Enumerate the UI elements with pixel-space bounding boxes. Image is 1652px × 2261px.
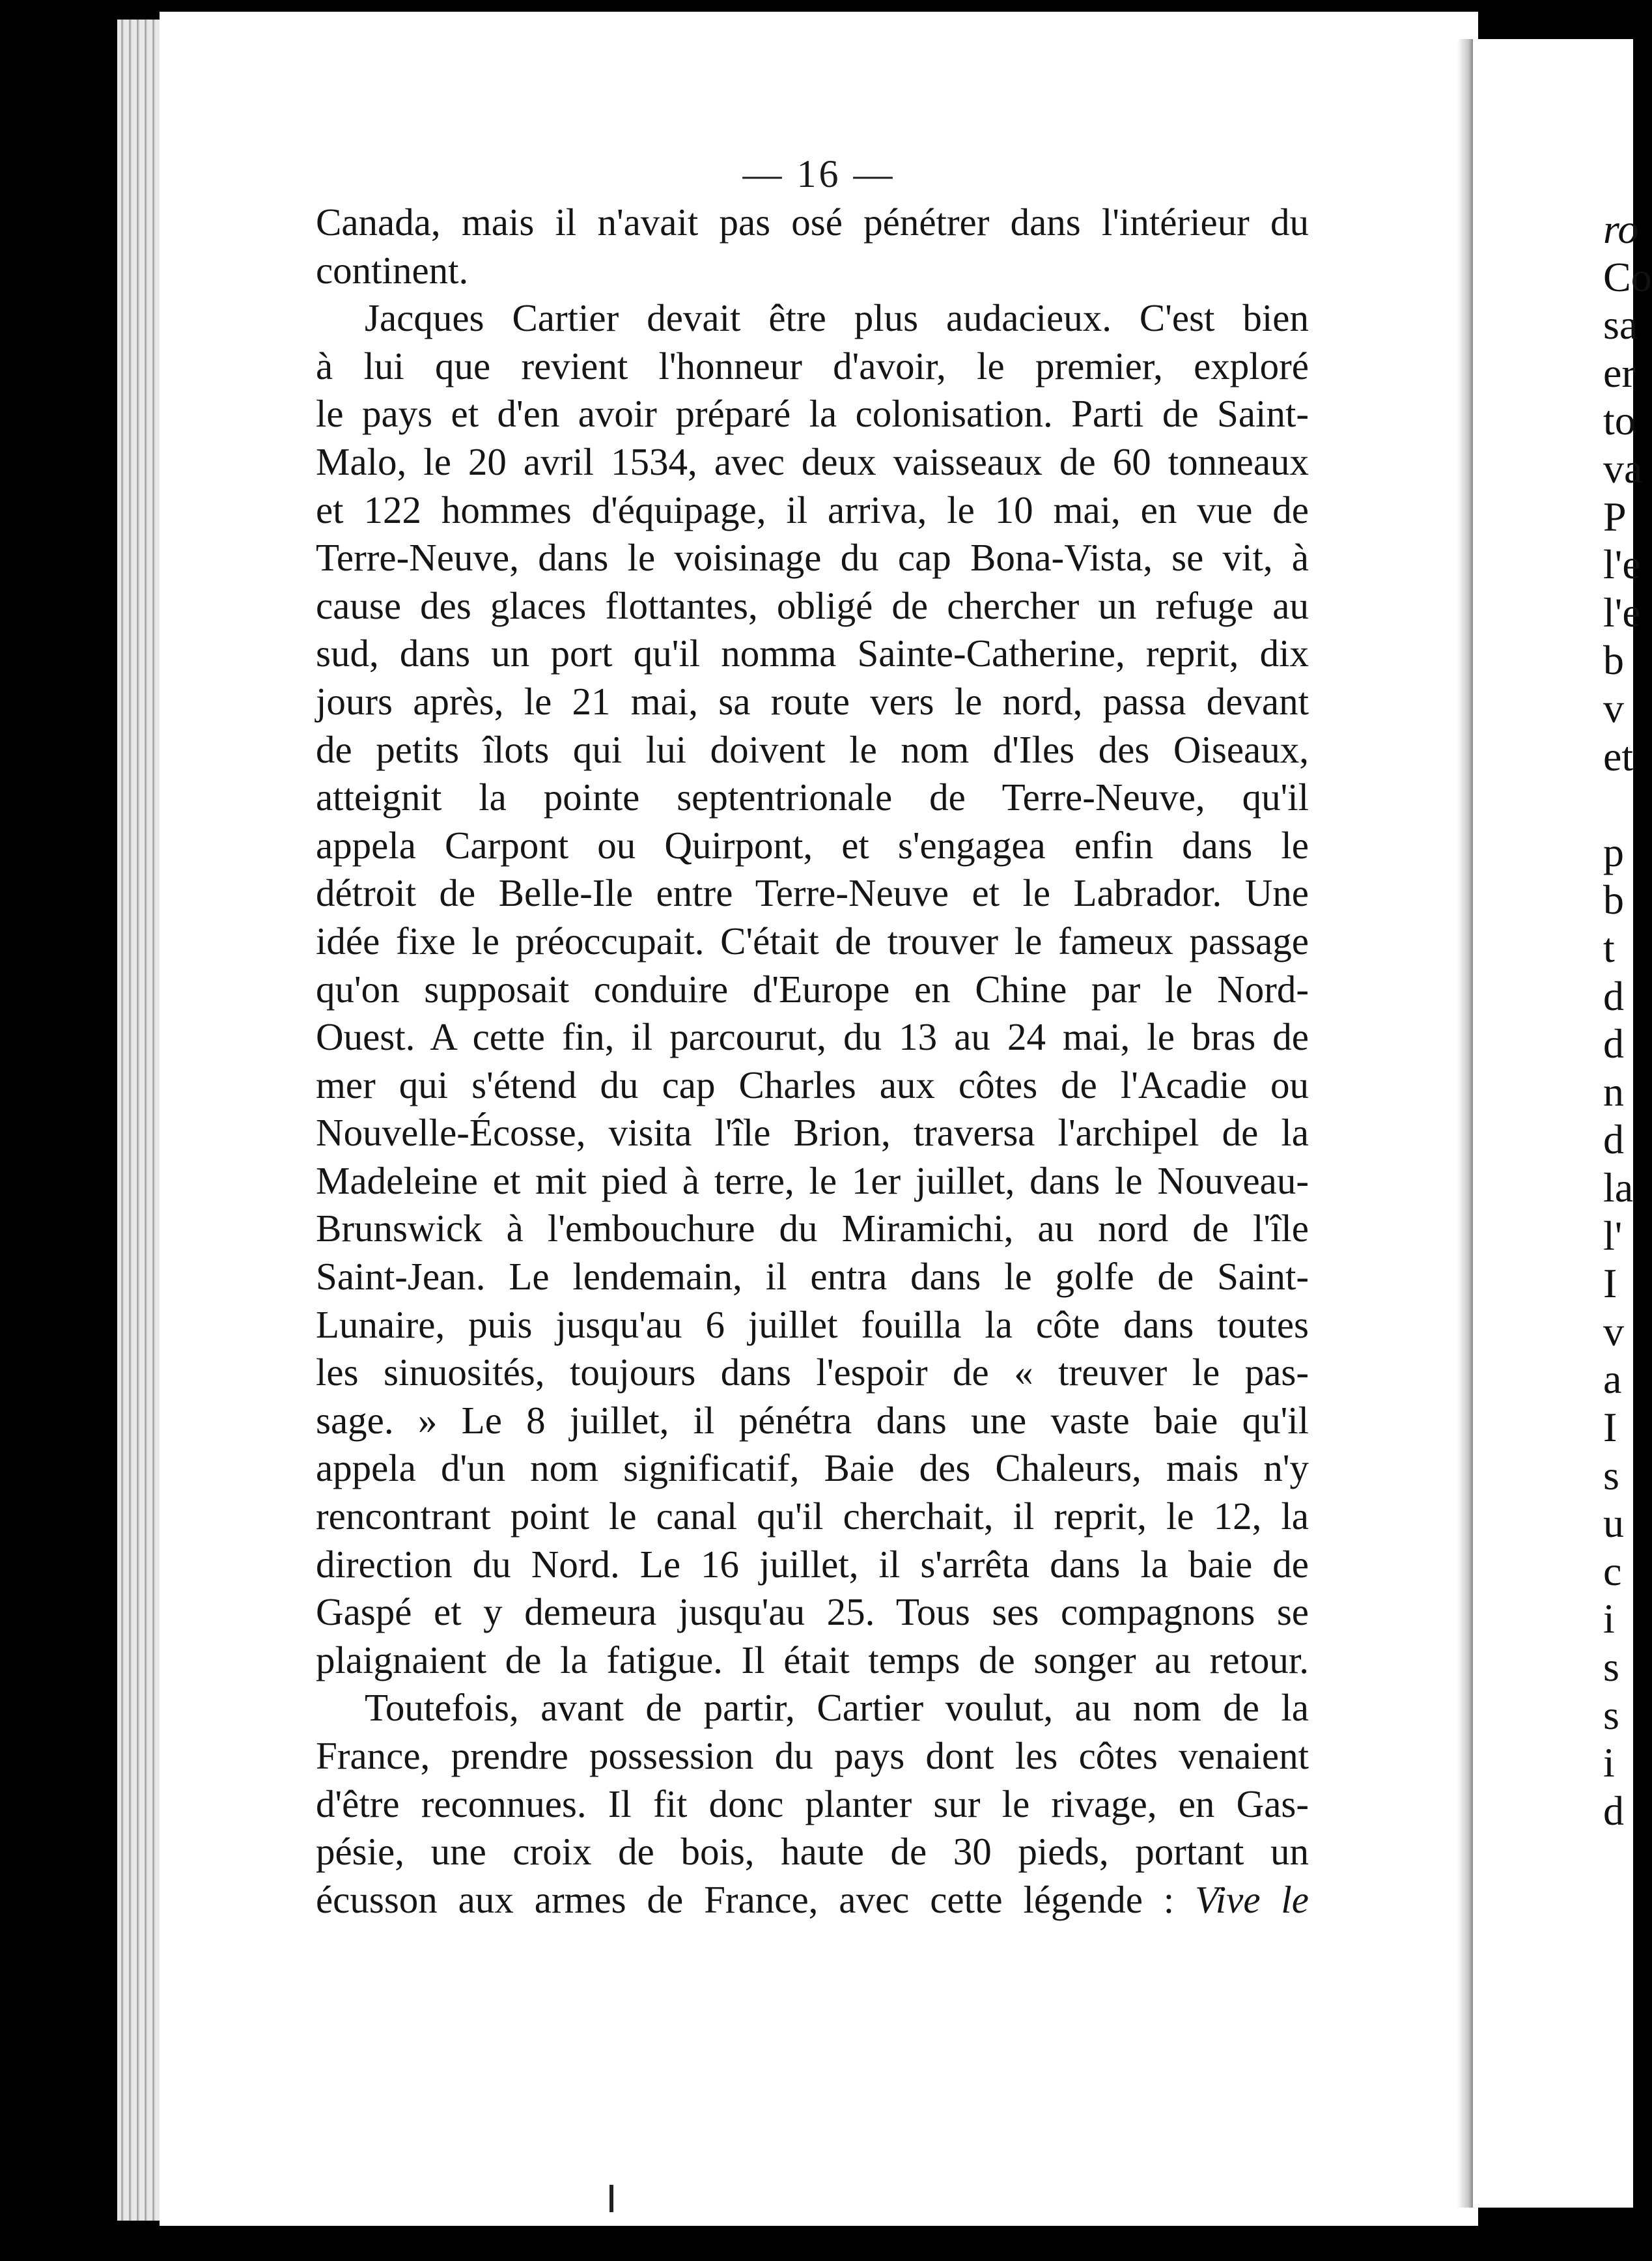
- facing-page-fragment: sa: [1603, 302, 1638, 348]
- facing-page-fragment: s: [1603, 1644, 1619, 1690]
- facing-page-fragment: v: [1603, 685, 1624, 731]
- text-line-content: direction du Nord. Le 16 juillet, il s'arrêta dans la baie de: [316, 1542, 1309, 1586]
- facing-page-fragment: d: [1603, 1787, 1624, 1834]
- page-number: — 16 —: [742, 152, 895, 195]
- text-line: [316, 678, 1309, 726]
- text-line: [316, 1828, 1309, 1876]
- text-line: [316, 1780, 1309, 1829]
- text-line-content: Madeleine et mit pied à terre, le 1er juillet, dans le Nouveau-: [316, 1159, 1309, 1202]
- facing-page-fragment: to: [1603, 397, 1636, 444]
- text-line-content: Malo, le 20 avril 1534, avec deux vaisseaux de 60 tonneaux: [316, 440, 1309, 483]
- text-line: [316, 726, 1309, 774]
- text-line-content: qu'on supposait conduire d'Europe en Chine par le Nord-: [316, 967, 1309, 1011]
- facing-page-fragment: s: [1603, 1452, 1619, 1498]
- text-line-content: écusson aux armes de France, avec cette légende :: [316, 1877, 1175, 1921]
- facing-page-fragment: d: [1603, 1116, 1624, 1163]
- facing-page-fragment: I: [1603, 1260, 1617, 1307]
- page-block-edge: [117, 20, 163, 2221]
- text-line: [316, 918, 1309, 966]
- facing-page-fragment: l'e: [1603, 541, 1641, 588]
- text-line: [316, 199, 1309, 247]
- text-line-content: idée fixe le préoccupait. C'était de trouver le fameux passage: [316, 919, 1309, 962]
- text-line-content: Nouvelle-Écosse, visita l'île Brion, traversa l'archipel de la: [316, 1111, 1309, 1155]
- text-line: [316, 1013, 1309, 1061]
- facing-page-fragment: Co: [1603, 253, 1652, 300]
- text-line: [316, 1541, 1309, 1589]
- facing-page-fragment: b: [1603, 877, 1624, 923]
- text-line-content: Gaspé et y demeura jusqu'au 25. Tous ses compagnons se: [316, 1590, 1309, 1634]
- facing-page-fragment: va: [1603, 445, 1643, 492]
- text-line: [316, 486, 1309, 535]
- text-line-content: détroit de Belle-Ile entre Terre-Neuve et le Labrador. Une: [316, 871, 1309, 915]
- text-line-content: mer qui s'étend du cap Charles aux côtes de l'Acadie ou: [316, 1063, 1309, 1106]
- text-line-content: Lunaire, puis jusqu'au 6 juillet fouilla la côte dans toutes: [316, 1302, 1309, 1346]
- text-line: [316, 822, 1309, 870]
- text-line: [316, 1444, 1309, 1493]
- text-line: [316, 1301, 1309, 1349]
- text-line: [316, 294, 1309, 343]
- text-line-content: France, prendre possession du pays dont les côtes venaient: [316, 1734, 1309, 1777]
- text-line-content: Terre-Neuve, dans le voisinage du cap Bona-Vista, se vit, à: [316, 536, 1309, 580]
- facing-page-fragment: d: [1603, 1020, 1624, 1067]
- text-line-content: continent.: [316, 248, 469, 292]
- text-line-content: le pays et d'en avoir préparé la colonisation. Parti de Saint-: [316, 392, 1309, 436]
- text-line-content: les sinuosités, toujours dans l'espoir de « treuver le pas-: [316, 1351, 1309, 1394]
- text-line: [316, 630, 1309, 678]
- text-line: [316, 390, 1309, 438]
- text-line: [316, 966, 1309, 1014]
- text-line-content: à lui que revient l'honneur d'avoir, le premier, exploré: [316, 344, 1309, 387]
- facing-page-fragment: c: [1603, 1547, 1622, 1594]
- facing-page: [1473, 39, 1652, 2208]
- text-line: [316, 1732, 1309, 1780]
- text-line-content: jours après, le 21 mai, sa route vers le nord, passa devant: [316, 679, 1309, 723]
- text-line: [316, 247, 1309, 295]
- text-line: [316, 1684, 1309, 1732]
- text-line-content: Brunswick à l'embouchure du Miramichi, au nord de l'île: [316, 1207, 1309, 1250]
- facing-page-fragment: ro: [1603, 206, 1639, 252]
- text-line-content: Saint-Jean. Le lendemain, il entra dans le golfe de Saint-: [316, 1255, 1309, 1299]
- text-line: [316, 1397, 1309, 1445]
- facing-page-fragment: a: [1603, 1356, 1622, 1403]
- text-line: [316, 582, 1309, 630]
- facing-page-fragment: d: [1603, 972, 1624, 1019]
- text-line: [316, 1109, 1309, 1157]
- text-line-content: atteignit la pointe septentrionale de Terre-Neuve, qu'il: [316, 776, 1309, 819]
- text-line-content: Jacques Cartier devait être plus audacieux. C'est bien: [365, 296, 1309, 340]
- text-line: [316, 1205, 1309, 1253]
- text-line-content: Canada, mais il n'avait pas osé pénétrer dans l'intérieur du: [316, 201, 1309, 244]
- text-line-content: Toutefois, avant de partir, Cartier voulut, au nom de la: [365, 1686, 1309, 1730]
- text-line: [316, 1349, 1309, 1397]
- facing-page-fragment: n: [1603, 1068, 1624, 1115]
- facing-page-fragment: t: [1603, 925, 1615, 971]
- facing-page-fragment: b: [1603, 637, 1624, 684]
- text-line: [316, 1493, 1309, 1541]
- text-line-content: pésie, une croix de bois, haute de 30 pieds, portant un: [316, 1830, 1309, 1874]
- scan-mark: [609, 2185, 613, 2212]
- text-line-content: rencontrant point le canal qu'il cherchait, il reprit, le 12, la: [316, 1495, 1309, 1538]
- text-line-content: sud, dans un port qu'il nomma Sainte-Catherine, reprit, dix: [316, 632, 1309, 675]
- facing-page-fragment: v: [1603, 1308, 1624, 1355]
- facing-page-fragment: er: [1603, 349, 1636, 396]
- body-text: [316, 199, 1309, 1924]
- text-line: [316, 1253, 1309, 1301]
- text-line: [316, 1876, 1309, 1924]
- facing-page-fragment: I: [1603, 1404, 1617, 1450]
- text-line: [316, 774, 1309, 822]
- facing-page-fragment: la: [1603, 1164, 1634, 1211]
- italic-text: Vive le: [1195, 1877, 1309, 1921]
- text-line: [316, 1588, 1309, 1636]
- facing-page-fragment: l'e: [1603, 589, 1641, 636]
- facing-page-fragment: i: [1603, 1595, 1615, 1642]
- text-line: [316, 869, 1309, 918]
- text-line-content: sage. » Le 8 juillet, il pénétra dans une vaste baie qu'il: [316, 1398, 1309, 1442]
- facing-page-fragment: i: [1603, 1739, 1615, 1786]
- facing-page-fragment: s: [1603, 1691, 1619, 1738]
- text-line-content: appela Carpont ou Quirpont, et s'engagea enfin dans le: [316, 823, 1309, 867]
- facing-page-fragment: u: [1603, 1500, 1624, 1547]
- text-line-content: cause des glaces flottantes, obligé de chercher un refuge au: [316, 583, 1309, 627]
- text-line: [316, 1157, 1309, 1205]
- text-line: [316, 534, 1309, 582]
- facing-page-fragment: P: [1603, 493, 1627, 540]
- text-line: [316, 1061, 1309, 1110]
- facing-page-fragment: p: [1603, 828, 1624, 875]
- text-line-content: d'être reconnues. Il fit donc planter sur le rivage, en Gas-: [316, 1782, 1309, 1825]
- text-line-content: appela d'un nom significatif, Baie des Chaleurs, mais n'y: [316, 1446, 1309, 1490]
- text-line: [316, 1636, 1309, 1685]
- text-line: [316, 343, 1309, 391]
- text-line: [316, 438, 1309, 486]
- text-line-content: plaignaient de la fatigue. Il était temps de songer au retour.: [316, 1638, 1309, 1681]
- text-line-content: Ouest. A cette fin, il parcourut, du 13 au 24 mai, le bras de: [316, 1015, 1309, 1059]
- facing-page-fragment: l': [1603, 1212, 1623, 1259]
- text-line-content: de petits îlots qui lui doivent le nom d'Iles des Oiseaux,: [316, 727, 1309, 771]
- facing-page-fragment: et: [1603, 733, 1634, 779]
- text-line-content: et 122 hommes d'équipage, il arriva, le 10 mai, en vue de: [316, 488, 1309, 531]
